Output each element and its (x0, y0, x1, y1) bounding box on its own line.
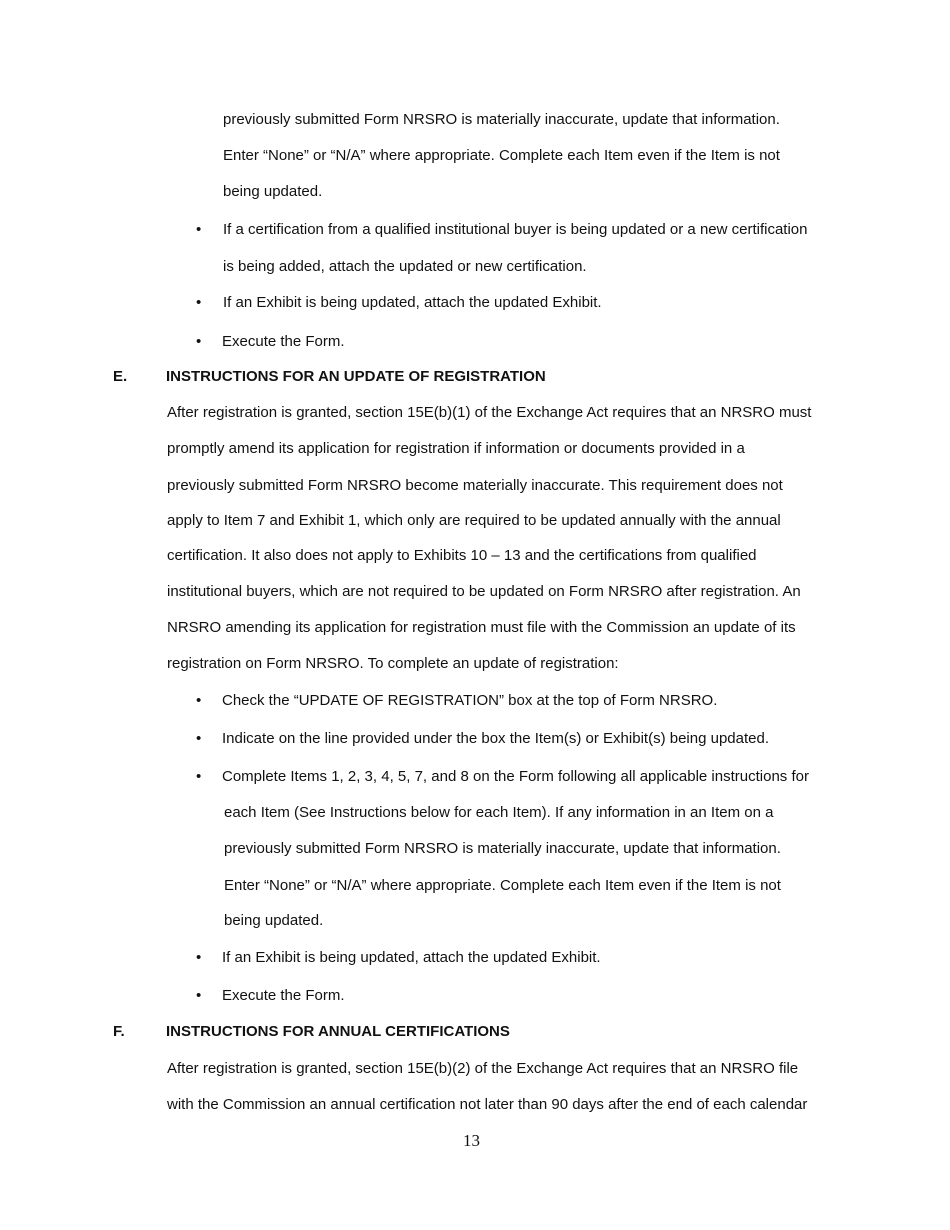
bullet-marker: • (196, 768, 202, 785)
section-e-bullet-1: Check the “UPDATE OF REGISTRATION” box at the top of Form NRSRO. (222, 692, 718, 709)
section-f-letter: F. (113, 1023, 125, 1040)
section-e-letter: E. (113, 368, 128, 385)
bullet-marker: • (196, 949, 202, 966)
section-e-para-line-6: institutional buyers, which are not required to be updated on Form NRSRO after registration. An (167, 583, 801, 600)
top-bullet-1-line-1: If a certification from a qualified institutional buyer is being updated or a new certification (223, 221, 808, 238)
section-e-bullet-5: Execute the Form. (222, 987, 345, 1004)
continuation-line-3: being updated. (223, 183, 323, 200)
section-e-para-line-2: promptly amend its application for registration if information or documents provided in a (167, 440, 745, 457)
section-e-title: INSTRUCTIONS FOR AN UPDATE OF REGISTRATION (166, 368, 546, 385)
section-f-para-line-2: with the Commission an annual certification not later than 90 days after the end of each calendar (167, 1096, 808, 1113)
section-e-para-line-7: NRSRO amending its application for registration must file with the Commission an update of its (167, 619, 796, 636)
bullet-marker: • (196, 730, 202, 747)
continuation-line-2: Enter “None” or “N/A” where appropriate. Complete each Item even if the Item is not (223, 147, 780, 164)
top-bullet-1-line-2: is being added, attach the updated or new certification. (223, 258, 587, 275)
bullet-marker: • (196, 987, 202, 1004)
section-f-title: INSTRUCTIONS FOR ANNUAL CERTIFICATIONS (166, 1023, 510, 1040)
section-e-bullet-3-line-5: being updated. (224, 912, 324, 929)
continuation-line-1: previously submitted Form NRSRO is materially inaccurate, update that information. (223, 111, 780, 128)
section-e-bullet-4: If an Exhibit is being updated, attach the updated Exhibit. (222, 949, 601, 966)
bullet-marker: • (196, 692, 202, 709)
section-e-para-line-3: previously submitted Form NRSRO become materially inaccurate. This requirement does not (167, 477, 783, 494)
bullet-marker: • (196, 221, 202, 238)
page-number: 13 (463, 1131, 480, 1150)
section-e-para-line-1: After registration is granted, section 15E(b)(1) of the Exchange Act requires that an NRSRO must (167, 404, 812, 421)
top-bullet-3: Execute the Form. (222, 333, 345, 350)
top-bullet-2: If an Exhibit is being updated, attach the updated Exhibit. (223, 294, 602, 311)
bullet-marker: • (196, 294, 202, 311)
section-f-para-line-1: After registration is granted, section 15E(b)(2) of the Exchange Act requires that an NRSRO file (167, 1060, 799, 1077)
section-e-bullet-3-line-4: Enter “None” or “N/A” where appropriate. Complete each Item even if the Item is not (224, 877, 781, 894)
section-e-bullet-3-line-2: each Item (See Instructions below for each Item). If any information in an Item on a (224, 804, 774, 821)
section-e-bullet-3-line-3: previously submitted Form NRSRO is materially inaccurate, update that information. (224, 840, 781, 857)
section-e-bullet-2: Indicate on the line provided under the box the Item(s) or Exhibit(s) being updated. (222, 730, 769, 747)
bullet-marker: • (196, 333, 202, 350)
section-e-para-line-8: registration on Form NRSRO. To complete an update of registration: (167, 655, 619, 672)
section-e-bullet-3-line-1: Complete Items 1, 2, 3, 4, 5, 7, and 8 on the Form following all applicable instructions for (222, 768, 809, 785)
section-e-para-line-4: apply to Item 7 and Exhibit 1, which only are required to be updated annually with the annual (167, 512, 781, 529)
section-e-para-line-5: certification. It also does not apply to Exhibits 10 – 13 and the certifications from qualified (167, 547, 757, 564)
